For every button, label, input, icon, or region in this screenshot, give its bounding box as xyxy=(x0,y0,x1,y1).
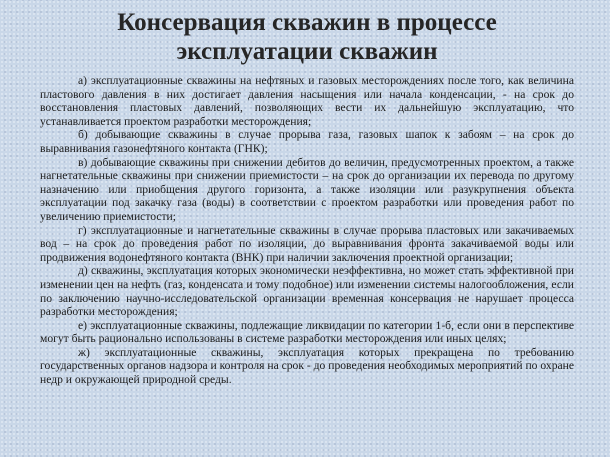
slide-title xyxy=(40,0,574,66)
paragraph-e: д) скважины, эксплуатация которых экономически неэффективна, но может стать эффективной при изменении цен на нефть (газ, конденсата и тому подобное) или изменении системы налогообложения, если по заключению научно-исследовательской организации временная консервация не нарушает процесса разработки месторождения; xyxy=(40,264,574,319)
paragraph-d: г) эксплуатационные и нагнетательные скважины в случае прорыва пластовых или закачиваемых вод – на срок до проведения работ по изоляции, до выравнивания фронта закачиваемой воды или продвижения водонефтяного контакта (ВНК) при наличии заключения проектной организации; xyxy=(40,223,574,264)
paragraph-a: а) эксплуатационные скважины на нефтяных и газовых месторождениях после того, как величина пластового давления в них достигает давления насыщения или начала конденсации, - на срок до восстановления пластовых давлений, позволяющих вести их дальнейшую эксплуатацию, что устанавливается проектом разработки месторождения; xyxy=(40,74,574,128)
slide-title-line-1: Консервация скважин в процессе xyxy=(117,9,497,36)
paragraph-c: в) добывающие скважины при снижении дебитов до величин, предусмотренных проектом, а также нагнетательные скважины при снижении приемистости – на срок до организации их перевода по другому назначению или приобщения другого горизонта, а также изоляции или разукрупнения объекта эксплуатации под закачку газа (воды) в соответствии с проектом разработки или проведения работ по увеличению приемистости; xyxy=(40,155,574,223)
paragraph-f: е) эксплуатационные скважины, подлежащие ликвидации по категории 1-б, если они в перспективе могут быть рационально использованы в системе разработки месторождения или иных целях; xyxy=(40,318,574,346)
slide-body xyxy=(40,74,574,387)
paragraph-b: б) добывающие скважины в случае прорыва газа, газовых шапок к забоям – на срок до выравнивания газонефтяного контакта (ГНК); xyxy=(40,128,574,155)
paragraph-g: ж) эксплуатационные скважины, эксплуатация которых прекращена по требованию государственных органов надзора и контроля на срок - до проведения необходимых мероприятий по охране недр и окружающей природной среды. xyxy=(40,345,574,387)
slide-title-line-2: эксплуатации скважин xyxy=(176,38,438,65)
